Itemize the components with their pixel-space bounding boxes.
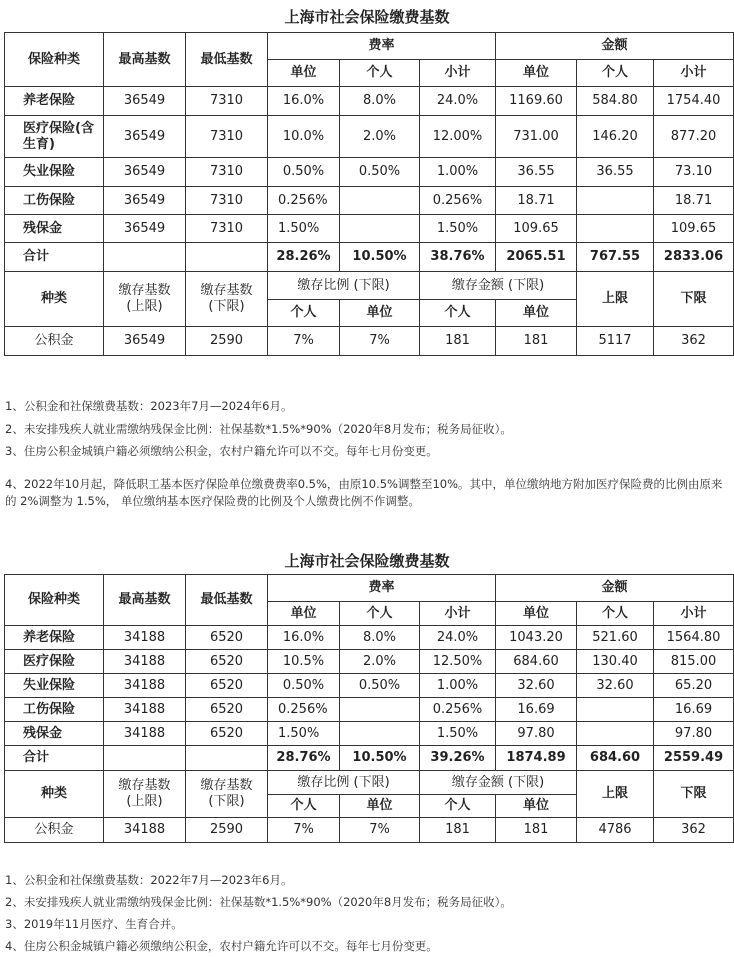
header-unit: 单位 xyxy=(268,60,340,87)
header-unit: 单位 xyxy=(496,60,577,87)
header-personal: 个人 xyxy=(577,602,654,626)
table-cell: 6520 xyxy=(186,698,268,722)
table-cell: 8.0% xyxy=(340,626,420,650)
table-cell: 0.256% xyxy=(268,187,340,215)
total-cell xyxy=(186,243,268,272)
table-row xyxy=(5,626,734,650)
header-type: 保险种类 xyxy=(5,33,104,87)
fund-header-upper-base: 缴存基数 (上限) xyxy=(104,771,186,818)
table-cell: 10.0% xyxy=(268,116,340,158)
table-cell: 34188 xyxy=(104,626,186,650)
table-cell: 24.0% xyxy=(420,626,496,650)
table-cell: 146.20 xyxy=(577,116,654,158)
fund-cell: 4786 xyxy=(577,818,654,843)
fund-header-upper-base: 缴存基数 (上限) xyxy=(104,272,186,327)
doc2-note-4: 4、住房公积金城镇户籍必须缴纳公积金，农村户籍允许可以不交。每年七月份变更。 xyxy=(5,939,438,953)
table-cell: 36549 xyxy=(104,116,186,158)
table-cell: 34188 xyxy=(104,650,186,674)
fund-cell: 2590 xyxy=(186,818,268,843)
fund-header-unit: 单位 xyxy=(496,300,577,327)
total-cell: 39.26% xyxy=(420,746,496,771)
table-cell: 0.256% xyxy=(420,698,496,722)
table-cell: 1.00% xyxy=(420,158,496,187)
doc1-insurance-table xyxy=(4,32,734,356)
table-cell: 877.20 xyxy=(654,116,734,158)
header-amount: 金额 xyxy=(496,575,734,602)
table-cell: 584.80 xyxy=(577,87,654,116)
table-cell: 1754.40 xyxy=(654,87,734,116)
header-personal: 个人 xyxy=(340,602,420,626)
table-cell: 1.50% xyxy=(420,215,496,243)
fund-name: 公积金 xyxy=(5,818,104,843)
table-row xyxy=(5,327,734,356)
fund-cell: 5117 xyxy=(577,327,654,356)
header-max-base: 最高基数 xyxy=(104,33,186,87)
table-cell: 97.80 xyxy=(654,722,734,746)
insurance-name: 工伤保险 xyxy=(5,698,104,722)
table-cell xyxy=(340,722,420,746)
table-cell xyxy=(577,215,654,243)
table-cell: 97.80 xyxy=(496,722,577,746)
header-personal: 个人 xyxy=(577,60,654,87)
table-cell: 7310 xyxy=(186,187,268,215)
doc2-note-1: 1、公积金和社保缴费基数：2022年7月—2023年6月。 xyxy=(5,873,293,887)
total-cell xyxy=(104,243,186,272)
table-row xyxy=(5,187,734,215)
header-max-base: 最高基数 xyxy=(104,575,186,626)
table-row xyxy=(5,158,734,187)
table-row xyxy=(5,33,734,60)
table-row xyxy=(5,116,734,158)
fund-cell: 362 xyxy=(654,327,734,356)
fund-header-upper: 上限 xyxy=(577,272,654,327)
insurance-name: 工伤保险 xyxy=(5,187,104,215)
table-cell xyxy=(340,215,420,243)
table-cell: 7310 xyxy=(186,215,268,243)
table-cell: 0.256% xyxy=(268,698,340,722)
insurance-name: 养老保险 xyxy=(5,87,104,116)
header-amount: 金额 xyxy=(496,33,734,60)
fund-name: 公积金 xyxy=(5,327,104,356)
fund-cell: 362 xyxy=(654,818,734,843)
insurance-name: 医疗保险 xyxy=(5,650,104,674)
total-cell: 28.76% xyxy=(268,746,340,771)
table-row xyxy=(5,650,734,674)
header-type: 保险种类 xyxy=(5,575,104,626)
fund-cell: 181 xyxy=(496,818,577,843)
table-cell: 0.256% xyxy=(420,187,496,215)
total-cell: 10.50% xyxy=(340,243,420,272)
fund-header-lower: 下限 xyxy=(654,272,734,327)
table-row xyxy=(5,771,734,795)
header-min-base: 最低基数 xyxy=(186,33,268,87)
total-cell xyxy=(104,746,186,771)
table-row xyxy=(5,243,734,272)
fund-header-amount: 缴存金额 (下限) xyxy=(420,272,577,300)
table-cell: 2.0% xyxy=(340,116,420,158)
table-cell: 8.0% xyxy=(340,87,420,116)
fund-cell: 2590 xyxy=(186,327,268,356)
fund-cell: 34188 xyxy=(104,818,186,843)
table-cell: 815.00 xyxy=(654,650,734,674)
table-cell: 7310 xyxy=(186,87,268,116)
table-cell: 34188 xyxy=(104,722,186,746)
table-cell: 0.50% xyxy=(340,158,420,187)
fund-header-unit: 单位 xyxy=(340,795,420,818)
header-unit: 单位 xyxy=(496,602,577,626)
total-cell: 28.26% xyxy=(268,243,340,272)
table-cell: 18.71 xyxy=(654,187,734,215)
table-cell: 130.40 xyxy=(577,650,654,674)
total-cell: 2065.51 xyxy=(496,243,577,272)
doc1-title: 上海市社会保险缴费基数 xyxy=(284,8,450,26)
fund-header-unit: 单位 xyxy=(496,795,577,818)
insurance-name: 残保金 xyxy=(5,722,104,746)
table-cell: 6520 xyxy=(186,674,268,698)
insurance-name: 养老保险 xyxy=(5,626,104,650)
doc1-note-4: 4、2022年10月起，降低职工基本医疗保险单位缴费费率0.5%，由原10.5%调整至10%。其中，单位缴纳地方附加医疗保险费的比例由原来的 2%调整为 1.5%， 单位缴纳基本医疗保险费的比例及个人缴费比例不作调整。 xyxy=(5,477,723,508)
table-cell: 0.50% xyxy=(340,674,420,698)
insurance-name: 失业保险 xyxy=(5,674,104,698)
table-cell: 12.50% xyxy=(420,650,496,674)
fund-cell: 181 xyxy=(420,327,496,356)
table-cell: 65.20 xyxy=(654,674,734,698)
table-row xyxy=(5,698,734,722)
table-cell: 7310 xyxy=(186,116,268,158)
table-row xyxy=(5,674,734,698)
fund-header-personal: 个人 xyxy=(420,300,496,327)
fund-header-kind: 种类 xyxy=(5,771,104,818)
total-cell: 767.55 xyxy=(577,243,654,272)
table-cell: 1.50% xyxy=(420,722,496,746)
table-cell: 1.00% xyxy=(420,674,496,698)
fund-header-ratio: 缴存比例 (下限) xyxy=(268,272,420,300)
fund-cell: 7% xyxy=(340,327,420,356)
table-cell xyxy=(340,698,420,722)
header-subtotal: 小计 xyxy=(420,602,496,626)
fund-cell: 7% xyxy=(268,818,340,843)
table-cell xyxy=(577,722,654,746)
doc1-note-3: 3、住房公积金城镇户籍必须缴纳公积金，农村户籍允许可以不交。每年七月份变更。 xyxy=(5,444,438,458)
fund-header-personal: 个人 xyxy=(420,795,496,818)
table-cell: 36.55 xyxy=(577,158,654,187)
fund-header-personal: 个人 xyxy=(268,300,340,327)
doc2-insurance-table xyxy=(4,574,734,843)
table-cell: 18.71 xyxy=(496,187,577,215)
table-cell xyxy=(577,187,654,215)
total-cell: 2833.06 xyxy=(654,243,734,272)
header-rate: 费率 xyxy=(268,33,496,60)
fund-header-amount: 缴存金额 (下限) xyxy=(420,771,577,795)
doc2-note-3: 3、2019年11月医疗、生育合并。 xyxy=(5,917,183,931)
fund-header-unit: 单位 xyxy=(340,300,420,327)
header-subtotal: 小计 xyxy=(654,60,734,87)
table-cell: 10.5% xyxy=(268,650,340,674)
table-cell: 1043.20 xyxy=(496,626,577,650)
table-cell xyxy=(340,187,420,215)
table-row xyxy=(5,722,734,746)
fund-cell: 181 xyxy=(420,818,496,843)
table-cell: 36549 xyxy=(104,158,186,187)
table-cell: 1564.80 xyxy=(654,626,734,650)
total-cell xyxy=(186,746,268,771)
table-cell: 6520 xyxy=(186,626,268,650)
table-cell: 36549 xyxy=(104,187,186,215)
header-unit: 单位 xyxy=(268,602,340,626)
table-cell: 73.10 xyxy=(654,158,734,187)
table-row xyxy=(5,575,734,602)
table-cell: 684.60 xyxy=(496,650,577,674)
insurance-name: 医疗保险(含生育) xyxy=(5,116,104,158)
table-cell: 1.50% xyxy=(268,215,340,243)
total-cell: 1874.89 xyxy=(496,746,577,771)
fund-header-personal: 个人 xyxy=(268,795,340,818)
table-cell: 16.0% xyxy=(268,626,340,650)
table-row xyxy=(5,818,734,843)
table-cell: 6520 xyxy=(186,650,268,674)
table-cell: 16.69 xyxy=(496,698,577,722)
table-cell: 24.0% xyxy=(420,87,496,116)
fund-header-lower-base: 缴存基数 (下限) xyxy=(186,272,268,327)
fund-header-lower: 下限 xyxy=(654,771,734,818)
table-cell: 6520 xyxy=(186,722,268,746)
table-cell: 36.55 xyxy=(496,158,577,187)
header-subtotal: 小计 xyxy=(654,602,734,626)
fund-cell: 181 xyxy=(496,327,577,356)
doc1-note-1: 1、公积金和社保缴费基数：2023年7月—2024年6月。 xyxy=(5,399,293,413)
table-cell: 731.00 xyxy=(496,116,577,158)
table-cell xyxy=(577,698,654,722)
fund-header-kind: 种类 xyxy=(5,272,104,327)
total-cell: 38.76% xyxy=(420,243,496,272)
table-cell: 16.0% xyxy=(268,87,340,116)
total-label: 合计 xyxy=(5,243,104,272)
fund-cell: 36549 xyxy=(104,327,186,356)
table-cell: 0.50% xyxy=(268,674,340,698)
header-personal: 个人 xyxy=(340,60,420,87)
table-cell: 0.50% xyxy=(268,158,340,187)
table-cell: 12.00% xyxy=(420,116,496,158)
table-row xyxy=(5,87,734,116)
table-cell: 34188 xyxy=(104,698,186,722)
fund-cell: 7% xyxy=(268,327,340,356)
table-row xyxy=(5,272,734,300)
table-cell: 7310 xyxy=(186,158,268,187)
table-cell: 2.0% xyxy=(340,650,420,674)
doc1-note-2: 2、未安排残疾人就业需缴纳残保金比例：社保基数*1.5%*90%（2020年8月发布；税务局征收）。 xyxy=(5,422,512,436)
table-cell: 36549 xyxy=(104,215,186,243)
table-cell: 32.60 xyxy=(577,674,654,698)
table-cell: 109.65 xyxy=(496,215,577,243)
header-subtotal: 小计 xyxy=(420,60,496,87)
table-cell: 1169.60 xyxy=(496,87,577,116)
header-rate: 费率 xyxy=(268,575,496,602)
doc2-title: 上海市社会保险缴费基数 xyxy=(284,552,450,570)
total-label: 合计 xyxy=(5,746,104,771)
fund-cell: 7% xyxy=(340,818,420,843)
table-cell: 36549 xyxy=(104,87,186,116)
doc2-note-2: 2、未安排残疾人就业需缴纳残保金比例：社保基数*1.5%*90%（2020年8月发布；税务局征收）。 xyxy=(5,895,512,909)
header-min-base: 最低基数 xyxy=(186,575,268,626)
fund-header-ratio: 缴存比例 (下限) xyxy=(268,771,420,795)
total-cell: 684.60 xyxy=(577,746,654,771)
total-cell: 10.50% xyxy=(340,746,420,771)
insurance-name: 失业保险 xyxy=(5,158,104,187)
fund-header-upper: 上限 xyxy=(577,771,654,818)
table-cell: 109.65 xyxy=(654,215,734,243)
table-cell: 521.60 xyxy=(577,626,654,650)
table-row xyxy=(5,746,734,771)
insurance-name: 残保金 xyxy=(5,215,104,243)
table-cell: 1.50% xyxy=(268,722,340,746)
table-row xyxy=(5,215,734,243)
total-cell: 2559.49 xyxy=(654,746,734,771)
table-cell: 16.69 xyxy=(654,698,734,722)
table-cell: 32.60 xyxy=(496,674,577,698)
table-cell: 34188 xyxy=(104,674,186,698)
fund-header-lower-base: 缴存基数 (下限) xyxy=(186,771,268,818)
